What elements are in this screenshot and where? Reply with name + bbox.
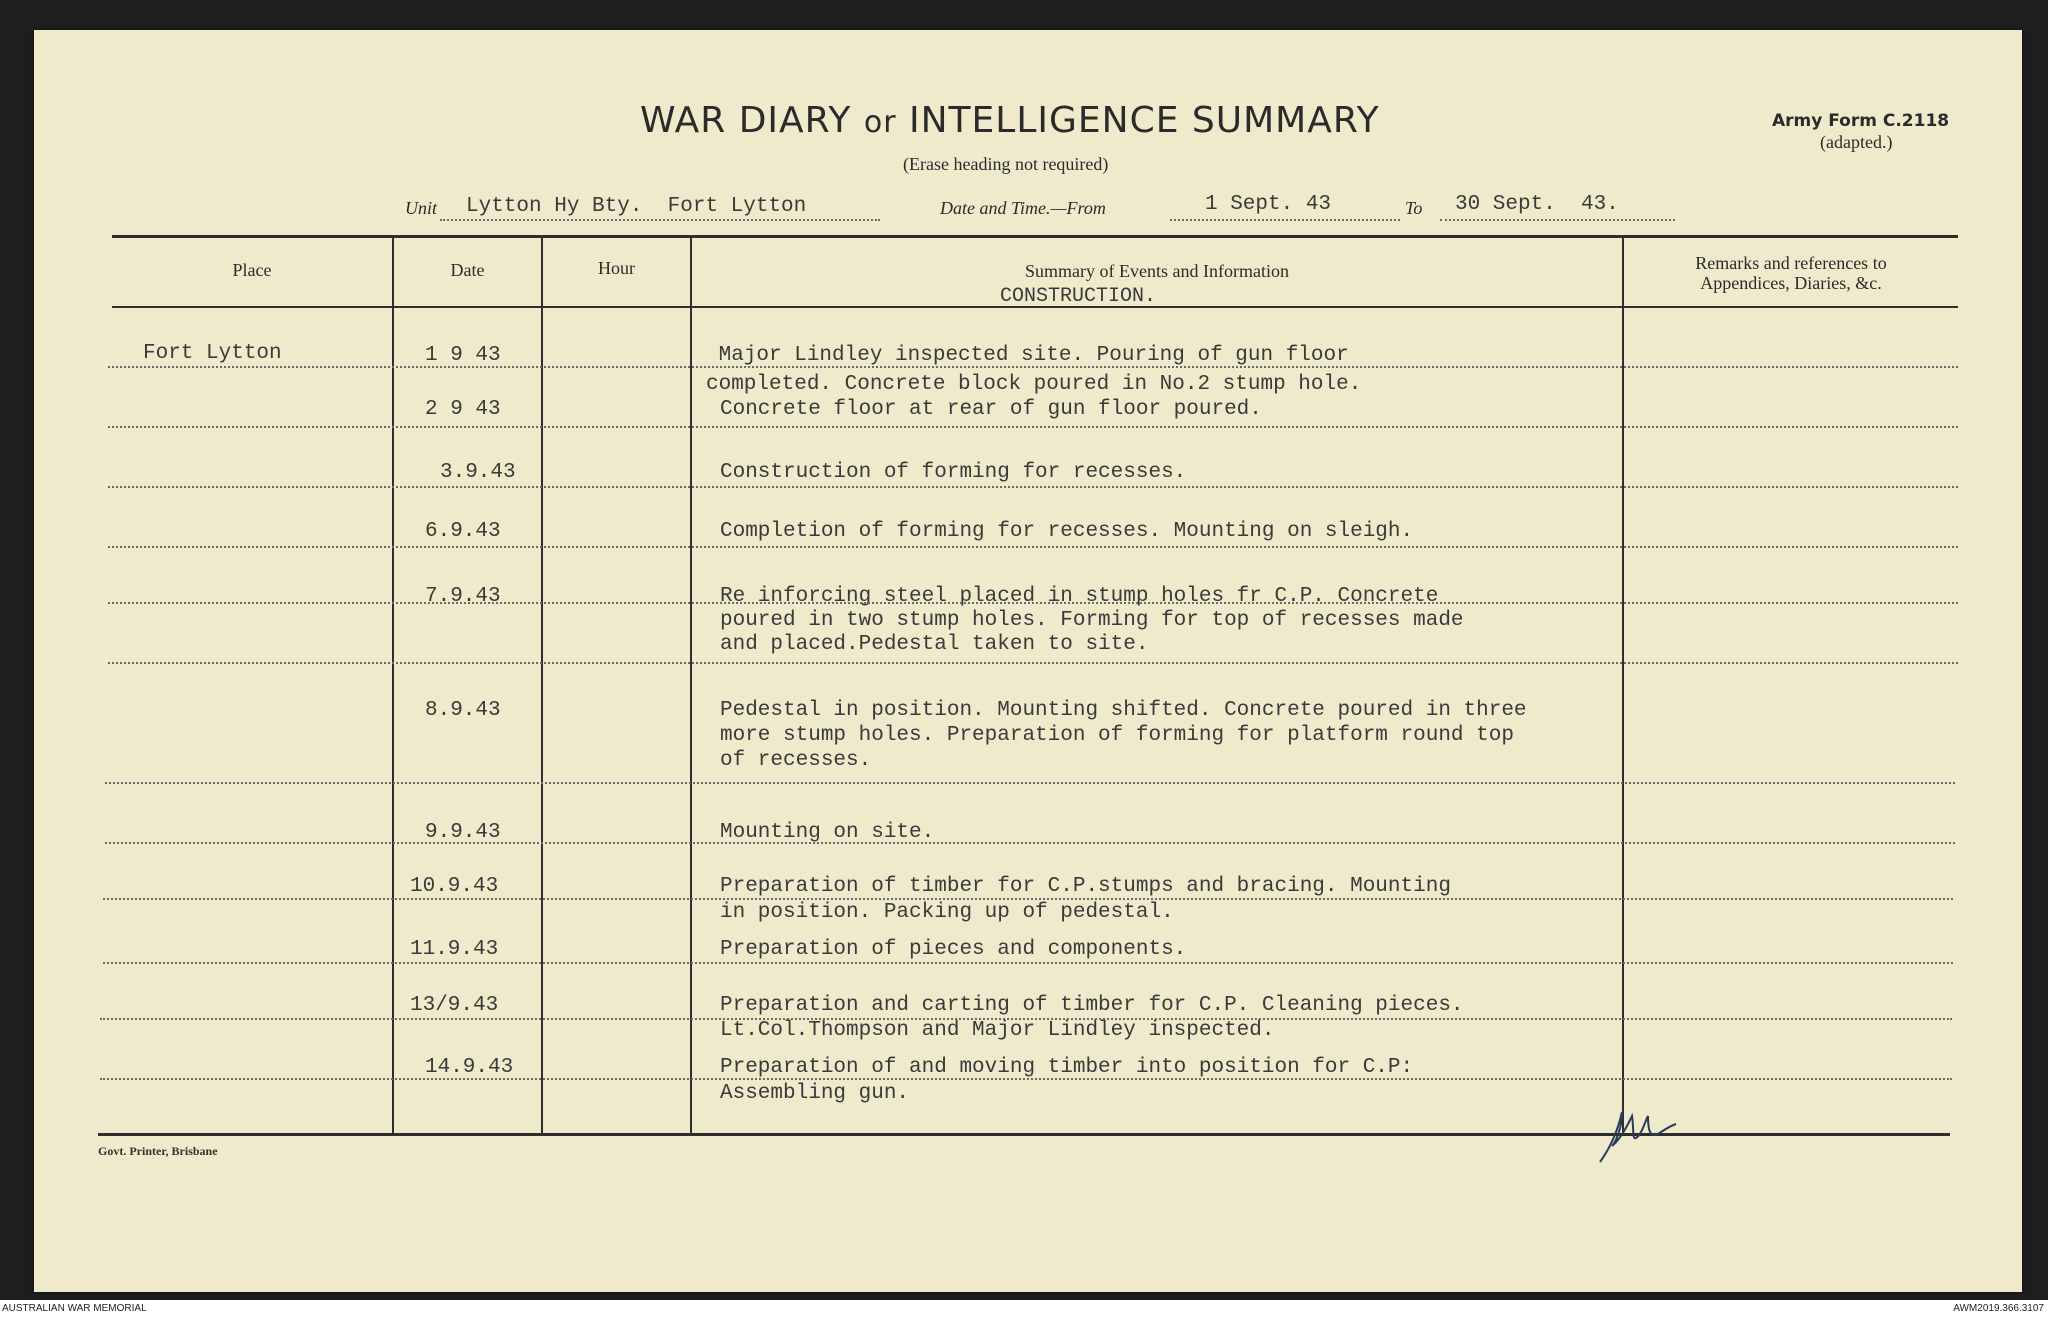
entry-date-7: 9.9.43: [425, 821, 501, 844]
archive-name: AUSTRALIAN WAR MEMORIAL: [2, 1303, 147, 1314]
row-rule: [108, 486, 1958, 488]
title-or: or: [863, 105, 897, 140]
entry-text-4: Completion of forming for recesses. Mounting on sleigh.: [720, 520, 1414, 543]
row-rule: [108, 602, 1958, 604]
row-rule: [103, 898, 1953, 900]
remarks-header-line-1: Remarks and references to: [1695, 253, 1887, 273]
entry-text-8b: in position. Packing up of pedestal.: [720, 901, 1174, 924]
row-rule: [105, 842, 1955, 844]
entry-text-8a: Preparation of timber for C.P.stumps and bracing. Mounting: [720, 875, 1451, 898]
column-header-date: Date: [450, 260, 485, 280]
entry-date-2: 2 9 43: [425, 398, 501, 421]
form-adapted-note: (adapted.): [1820, 132, 1893, 152]
entry-text-1b: completed. Concrete block poured in No.2 stump hole.: [706, 373, 1362, 396]
row-rule: [108, 662, 1958, 664]
place-value: Fort Lytton: [143, 342, 282, 365]
printer-imprint: Govt. Printer, Brisbane: [98, 1144, 218, 1158]
column-header-place: Place: [232, 260, 272, 280]
entry-date-5: 7.9.43: [425, 585, 501, 608]
column-header-summary: Summary of Events and Information: [1025, 261, 1289, 281]
row-rule: [108, 366, 1958, 368]
column-divider-date: [541, 235, 543, 1135]
entry-text-6a: Pedestal in position. Mounting shifted. Concrete poured in three: [720, 699, 1527, 722]
entry-date-10: 13/9.43: [410, 994, 499, 1017]
unit-dotted-line: [440, 219, 880, 221]
entry-text-5a: Re inforcing steel placed in stump holes fr C.P. Concrete: [720, 585, 1439, 608]
to-dotted-line: [1440, 219, 1675, 221]
entry-text-10a: Preparation and carting of timber for C.P. Cleaning pieces.: [720, 994, 1464, 1017]
to-label: To: [1405, 198, 1423, 218]
entry-text-6b: more stump holes. Preparation of forming for platform round top: [720, 724, 1514, 747]
row-rule: [100, 1078, 1952, 1080]
table-top-rule: [112, 235, 1958, 238]
erase-note: (Erase heading not required): [903, 154, 1109, 174]
entry-text-1a: Major Lindley inspected site. Pouring of gun floor: [706, 344, 1349, 367]
entry-date-6: 8.9.43: [425, 699, 501, 722]
entry-date-3: 3.9.43: [440, 461, 516, 484]
entry-text-7: Mounting on site.: [720, 821, 935, 844]
row-rule: [103, 962, 1953, 964]
document-title: [640, 100, 1380, 141]
archive-reference: AWM2019.366.3107: [1953, 1303, 2044, 1314]
entry-date-1: 1 9 43: [425, 344, 501, 367]
entry-text-11b: Assembling gun.: [720, 1082, 910, 1105]
column-divider-hour: [690, 235, 692, 1135]
entry-text-5b: poured in two stump holes. Forming for top of recesses made: [720, 609, 1464, 632]
from-date-value: 1 Sept. 43: [1205, 193, 1332, 216]
entry-text-2: Concrete floor at rear of gun floor poured.: [720, 398, 1262, 421]
from-dotted-line: [1170, 219, 1400, 221]
entry-text-9: Preparation of pieces and components.: [720, 938, 1187, 961]
row-rule: [108, 426, 1958, 428]
unit-label: Unit: [405, 198, 438, 218]
column-header-remarks: [1624, 253, 1958, 293]
to-date-value: 30 Sept. 43.: [1455, 193, 1619, 216]
title-main: WAR DIARY: [640, 100, 852, 141]
column-divider-place: [392, 235, 394, 1135]
unit-value: Lytton Hy Bty. Fort Lytton: [466, 195, 807, 218]
entry-text-10b: Lt.Col.Thompson and Major Lindley inspected.: [720, 1019, 1275, 1042]
column-header-hour: Hour: [598, 258, 635, 278]
war-diary-page: [34, 30, 2022, 1292]
army-form-number: Army Form C.2118: [1772, 111, 1950, 131]
archive-footer: [0, 1300, 2048, 1317]
entry-date-8: 10.9.43: [410, 875, 499, 898]
entry-date-11: 14.9.43: [425, 1056, 514, 1079]
date-time-label: Date and Time.—From: [940, 198, 1106, 218]
entry-text-11a: Preparation of and moving timber into position for C.P:: [720, 1056, 1414, 1079]
row-rule: [105, 782, 1955, 784]
row-rule: [100, 1018, 1952, 1020]
section-heading: CONSTRUCTION.: [1000, 285, 1157, 308]
entry-text-6c: of recesses.: [720, 749, 872, 772]
row-rule: [108, 546, 1958, 548]
remarks-header-line-2: Appendices, Diaries, &c.: [1700, 273, 1882, 293]
entry-text-3: Construction of forming for recesses.: [720, 461, 1187, 484]
entry-date-9: 11.9.43: [410, 938, 499, 961]
entry-text-5c: and placed.Pedestal taken to site.: [720, 633, 1149, 656]
title-rest: INTELLIGENCE SUMMARY: [909, 100, 1380, 141]
entry-date-4: 6.9.43: [425, 520, 501, 543]
column-divider-summary: [1622, 235, 1624, 1135]
signature: [1592, 1090, 1682, 1170]
